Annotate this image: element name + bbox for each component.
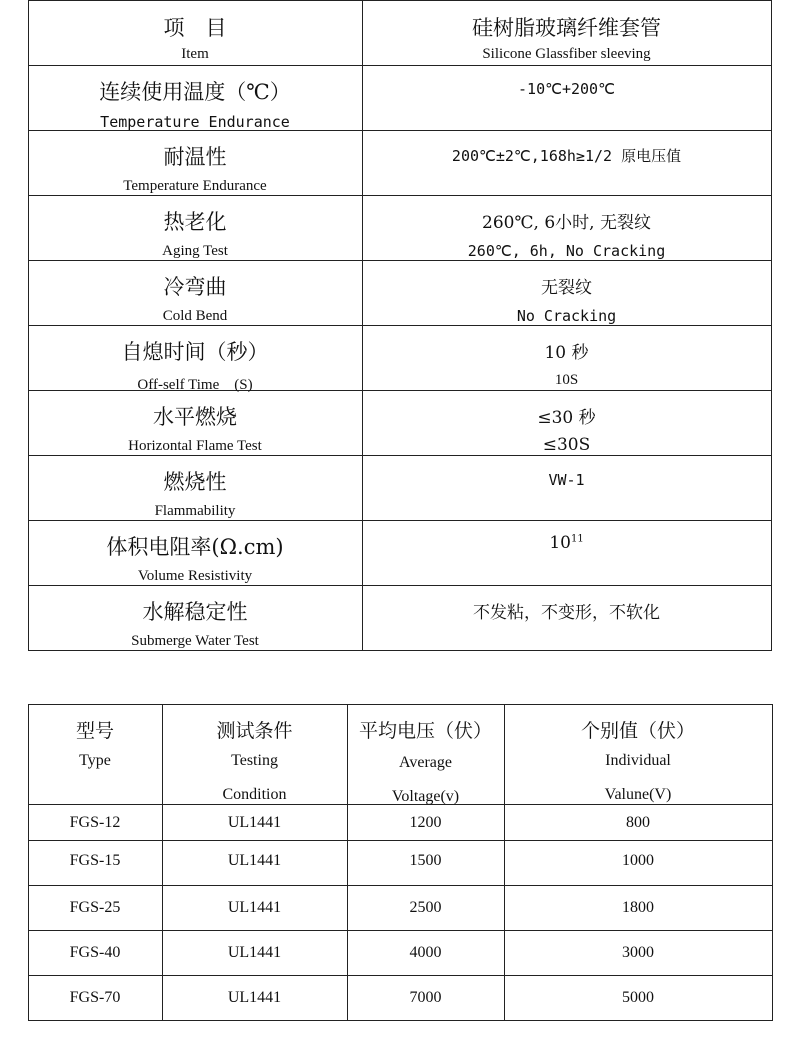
individual-value-header-en: Valune(V) <box>604 786 672 803</box>
property-name-zh: 燃烧性 <box>163 470 227 494</box>
property-value: 10 秒 <box>544 343 589 363</box>
property-name-en: Submerge Water Test <box>131 633 259 649</box>
individual-value-cell: 1000 <box>622 852 654 869</box>
item-header-en: Item <box>181 46 209 62</box>
type-header-zh: 型号 <box>75 720 114 742</box>
condition-cell: UL1441 <box>227 899 282 916</box>
condition-cell: UL1441 <box>227 944 282 961</box>
average-voltage-header-en: Voltage(v) <box>391 788 460 805</box>
property-name-en: Volume Resistivity <box>137 568 253 584</box>
property-value <box>362 533 771 553</box>
average-voltage-cell: 1200 <box>409 814 442 831</box>
individual-value-cell: 800 <box>626 814 650 831</box>
type-cell: FGS-25 <box>69 899 121 916</box>
individual-value-cell: 3000 <box>622 944 654 961</box>
type-cell: FGS-15 <box>69 852 121 869</box>
average-voltage-cell: 1500 <box>409 852 442 869</box>
property-value-en: ≤30S <box>542 435 591 455</box>
condition-header-zh: 测试条件 <box>216 720 293 742</box>
product-header-en: Silicone Glassfiber sleeving <box>482 46 651 62</box>
property-name-zh: 体积电阻率(Ω.cm) <box>106 535 284 559</box>
property-value: -10℃+200℃ <box>518 80 615 98</box>
property-name-en: Temperature Endurance <box>100 113 290 131</box>
property-value: 260℃, 6小时, 无裂纹 <box>482 213 651 233</box>
type-cell: FGS-70 <box>69 989 121 1006</box>
property-value: VW-1 <box>548 471 585 489</box>
average-voltage-cell: 4000 <box>409 944 442 961</box>
type-cell: FGS-12 <box>69 814 121 831</box>
individual-value-cell: 1800 <box>622 899 654 916</box>
property-name-zh: 水平燃烧 <box>153 405 237 429</box>
type-header-en: Type <box>79 752 111 769</box>
property-name-en: Cold Bend <box>162 308 228 324</box>
property-value-en: 260℃, 6h, No Cracking <box>467 242 666 260</box>
condition-cell: UL1441 <box>227 814 282 831</box>
average-voltage-header-en: Average <box>399 754 452 771</box>
property-name-en: Aging Test <box>162 243 228 259</box>
condition-cell: UL1441 <box>227 852 282 869</box>
property-value: 不发粘，不变形，不软化 <box>473 603 660 623</box>
property-value: 无裂纹 <box>541 278 592 298</box>
property-name-zh: 自熄时间（秒） <box>121 340 269 364</box>
individual-value-header-zh: 个别值（伏） <box>580 720 695 742</box>
individual-value-header-en: Individual <box>605 752 671 769</box>
property-value: ≤30 秒 <box>537 408 596 428</box>
average-voltage-cell: 2500 <box>409 899 442 916</box>
individual-value-cell: 5000 <box>622 989 654 1006</box>
property-name-zh: 连续使用温度（℃） <box>99 80 291 104</box>
resistivity-exponent: 11 <box>570 533 584 545</box>
property-name-zh: 冷弯曲 <box>163 275 227 299</box>
property-value-en: 10S <box>554 372 579 388</box>
property-name-zh: 耐温性 <box>163 145 227 169</box>
item-header-zh: 项 目 <box>163 16 227 40</box>
type-cell: FGS-40 <box>69 944 121 961</box>
property-name-en: Off-self Time (S) <box>137 377 253 393</box>
average-voltage-cell: 7000 <box>409 989 442 1006</box>
average-voltage-header-zh: 平均电压（伏） <box>358 720 492 742</box>
condition-header-en: Condition <box>222 786 287 803</box>
property-value-en: No Cracking <box>516 307 617 325</box>
condition-cell: UL1441 <box>227 989 282 1006</box>
condition-header-en: Testing <box>231 752 278 769</box>
property-name-en: Horizontal Flame Test <box>128 438 262 454</box>
property-name-zh: 水解稳定性 <box>142 600 248 624</box>
property-name-en: Temperature Endurance <box>123 178 267 194</box>
property-name-zh: 热老化 <box>163 210 227 234</box>
property-value: 200℃±2℃,168h≥1/2 原电压值 <box>451 147 682 165</box>
property-name-en: Flammability <box>154 503 236 519</box>
resistivity-base: 10 <box>549 533 571 553</box>
product-header-zh: 硅树脂玻璃纤维套管 <box>472 16 661 40</box>
